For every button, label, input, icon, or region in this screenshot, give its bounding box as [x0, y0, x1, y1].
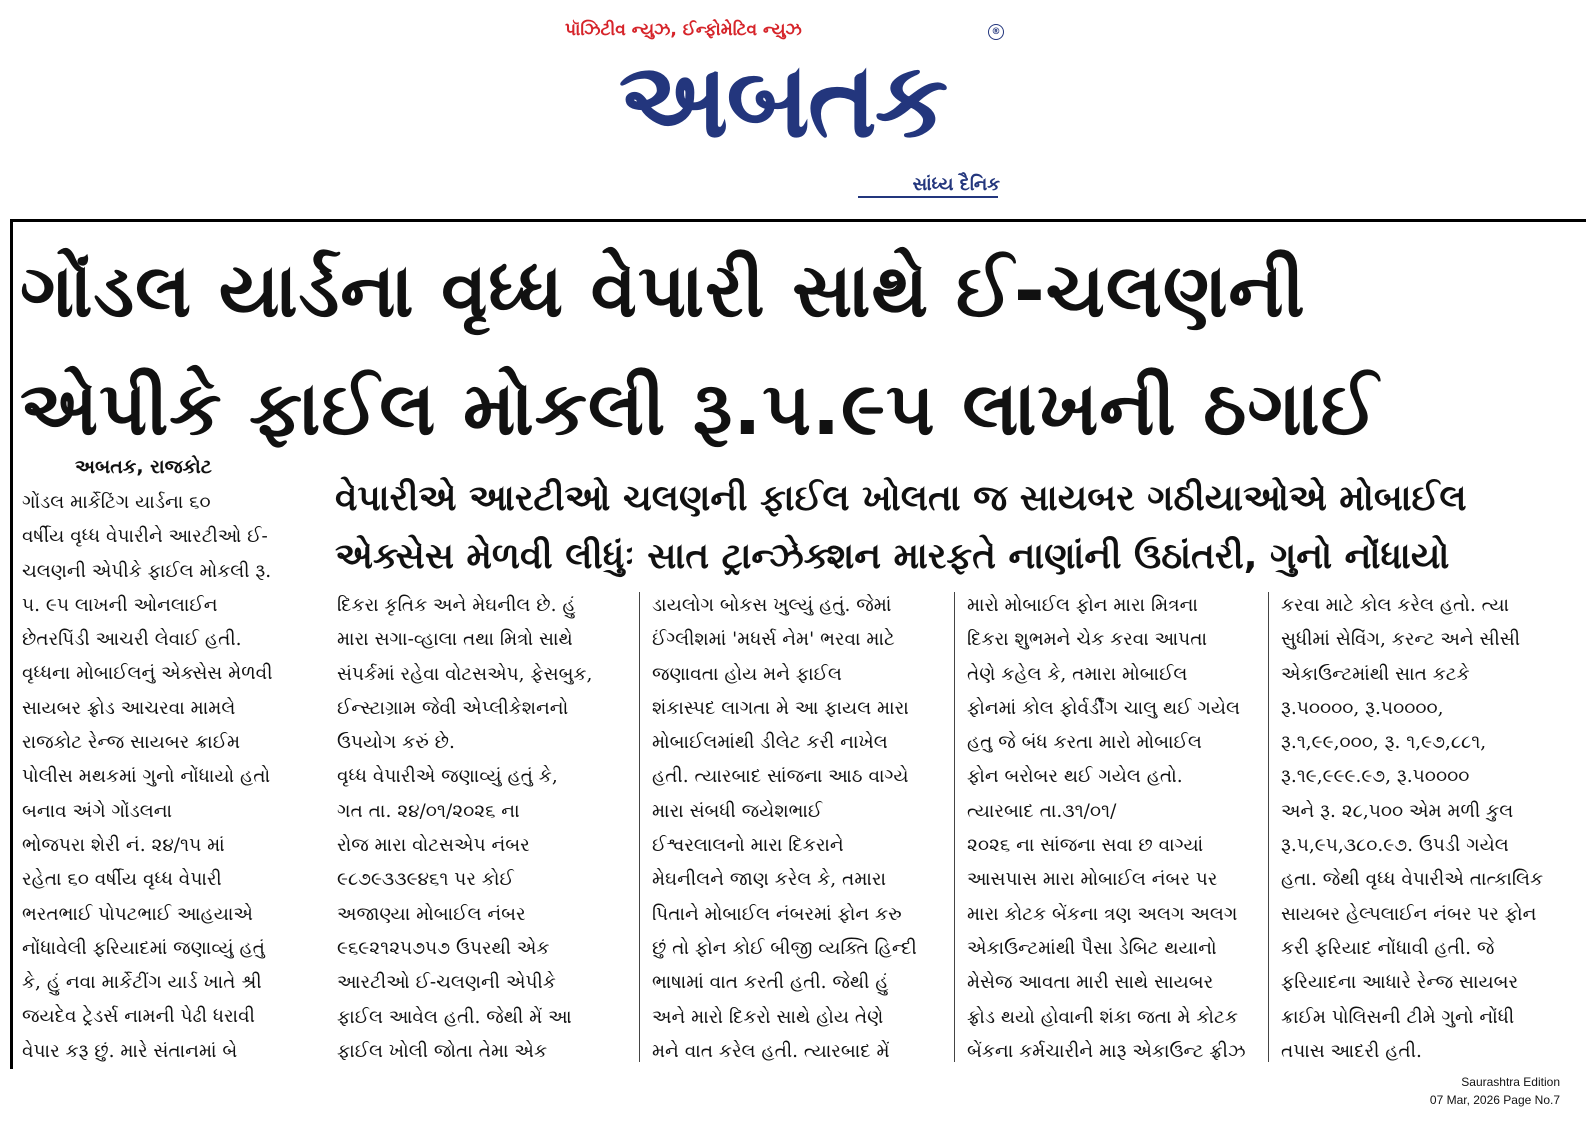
article-text-line: હતુ જે બંધ કરતા મારો મોબાઈલ: [967, 732, 1202, 754]
column-divider: [639, 592, 640, 1062]
article-text-line: વૃધ્ધ વેપારીએ જણાવ્યું હતું કે,: [337, 766, 558, 788]
article-text-line: રહેતા ૬૦ વર્ષીય વૃધ્ધ વેપારી: [22, 869, 222, 891]
article-text-line: વૃધ્ધના મોબાઈલનું એક્સેસ મેળવી: [22, 663, 273, 685]
article-text-line: ૫. ૯૫ લાખની ઓનલાઈન: [22, 594, 218, 616]
footer-edition: Saurashtra Edition: [1461, 1075, 1560, 1089]
article-headline: [20, 232, 1580, 468]
article-text-line: રાજકોટ રેન્જ સાયબર ક્રાઈમ: [22, 732, 241, 754]
page-footer: [1430, 1073, 1560, 1109]
masthead-underline: [858, 196, 998, 198]
article-text-line: વેપાર કરૂ છું. મારે સંતાનમાં બે: [22, 1040, 238, 1062]
article-text-line: આસપાસ મારા મોબાઈલ નંબર પર: [967, 869, 1218, 891]
article-text-line: ફ્રોડ થયો હોવાની શંકા જતા મે કોટક: [967, 1006, 1238, 1028]
article-text-line: અને રૂ. ૨૮,૫૦૦ એમ મળી કુલ: [1281, 800, 1514, 822]
article-text-line: ફાઈલ ખોલી જોતા તેમા એક: [337, 1040, 548, 1062]
footer-date-page: 07 Mar, 2026 Page No.7: [1429, 1093, 1560, 1107]
article-column-5: [1281, 589, 1571, 1069]
article-text-line: રૂ.૫૦૦૦૦, રૂ.૫૦૦૦૦,: [1281, 697, 1444, 719]
article-text-line: મારા કોટક બેંકના ત્રણ અલગ અલગ: [967, 903, 1238, 925]
headline-line: એપીકે ફાઈલ મોકલી રૂ.૫.૯૫ લાખની ઠગાઈ: [20, 366, 1379, 452]
article-text-line: સંપર્કમાં રહેવા વોટસએપ, ફેસબુક,: [337, 663, 593, 685]
article-text-line: હતી. ત્યારબાદ સાંજના આઠ વાગ્યે: [652, 766, 909, 788]
article-column-2: [337, 589, 627, 1069]
article-text-line: મોબાઈલમાંથી ડીલેટ કરી નાખેલ: [652, 732, 888, 754]
article-dateline: અબતક, રાજકોટ: [75, 456, 212, 478]
article-text-line: પોલીસ મથકમાં ગુનો નોંધાયો હતો: [22, 766, 271, 788]
article-text-line: એકાઉન્ટમાંથી પૈસા ડેબિટ થયાનો: [967, 937, 1217, 959]
article-text-line: ભરતભાઈ પોપટભાઈ આહયાએ: [22, 903, 253, 925]
article-text-line: શંકાસ્પદ લાગતા મે આ ફાયલ મારા: [652, 697, 909, 719]
article-text-line: સાયબર હેલ્પલાઈન નંબર પર ફોન: [1281, 903, 1537, 925]
article-text-line: ઈશ્વરલાલનો મારા દિકરાને: [652, 835, 844, 857]
article-text-line: રૂ.૧,૯૯,૦૦૦, રૂ. ૧,૯૭,૮૮૧,: [1281, 732, 1487, 754]
masthead: [0, 0, 1586, 215]
article-text-line: નોંધાવેલી ફરિયાદમાં જણાવ્યું હતું: [22, 937, 265, 959]
article-text-line: અને મારો દિકરો સાથે હોય તેણે: [652, 1006, 884, 1028]
article-text-line: મારો મોબાઈલ ફોન મારા મિત્રના: [967, 595, 1198, 616]
article-text-line: રોજ મારા વોટસએપ નંબર: [337, 835, 530, 857]
article-text-line: બેંકના કર્મચારીને મારૂ એકાઉન્ટ ફ્રીઝ: [967, 1040, 1246, 1062]
article-text-line: ફાઈલ આવેલ હતી. જેથી મેં આ: [337, 1006, 572, 1028]
article-text-line: છેતરપિંડી આચરી લેવાઈ હતી.: [22, 629, 242, 651]
article-text-line: ચલણની એપીકે ફાઈલ મોકલી રૂ.: [22, 560, 272, 582]
article-column-1: [22, 486, 312, 1069]
article-text-line: મેઘનીલને જાણ કરેલ કે, તમારા: [652, 869, 887, 891]
column-divider: [954, 592, 955, 1062]
subheadline-line: એક્સેસ મેળવી લીધુંઃ સાત ટ્રાન્ઝેક્શન મારફતે નાણાંની ઉઠાંતરી, ગુનો નોંધાયો: [335, 536, 1450, 577]
article-text-line: પિતાને મોબાઈલ નંબરમાં ફોન કરુ: [652, 903, 902, 925]
article-text-line: ૨૦૨૬ ના સાંજના સવા છ વાગ્યાં: [967, 835, 1204, 857]
article-subheadline: [335, 470, 1585, 586]
article-text-line: બનાવ અંગે ગોંડલના: [22, 800, 173, 822]
article-text-line: ૯૬૯૨૧૨૫૭૫૭ ઉપરથી એક: [337, 937, 550, 959]
article-text-line: ઈન્સ્ટાગ્રામ જેવી એપ્લીકેશનનો: [337, 697, 569, 719]
article-text-line: રૂ.૫,૯૫,૩૮૦.૯૭. ઉપડી ગયેલ: [1281, 835, 1509, 857]
masthead-tagline: પૉઝિટીવ ન્યુઝ, ઈન્ફોમેટિવ ન્યુઝ: [565, 20, 802, 40]
article-text-line: અજાણ્યા મોબાઈલ નંબર: [337, 903, 526, 925]
article-text-line: મારા સગા-વ્હાલા તથા મિત્રો સાથે: [337, 629, 573, 651]
newspaper-logo: અબતક: [618, 39, 947, 161]
article-text-line: જણાવતા હોય મને ફાઈલ: [652, 663, 842, 685]
headline-line: ગોંડલ યાર્ડના વૃધ્ધ વેપારી સાથે ઈ-ચલણની: [20, 248, 1306, 334]
registered-mark: ®: [988, 24, 1004, 40]
article-text-line: જયદેવ ટ્રેડર્સ નામની પેઢી ધરાવી: [22, 1006, 255, 1028]
column-divider: [1268, 592, 1269, 1062]
article-text-line: છું તો ફોન કોઈ બીજી વ્યક્તિ હિન્દી: [652, 937, 917, 959]
article-text-line: મેસેજ આવતા મારી સાથે સાયબર: [967, 972, 1214, 994]
article-text-line: ત્યારબાદ તા.૩૧/૦૧/: [967, 800, 1117, 822]
article-text-line: સાયબર ફ્રોડ આચરવા મામલે: [22, 697, 236, 719]
article-text-line: તેણે કહેલ કે, તમારા મોબાઈલ: [967, 663, 1188, 685]
article-frame-top: [10, 219, 1586, 222]
article-text-line: ઉપયોગ કરું છે.: [337, 732, 455, 754]
article-text-line: રૂ.૧૯,૯૯૯.૯૭, રૂ.૫૦૦૦૦: [1281, 766, 1470, 788]
article-text-line: કરવા માટે કોલ કરેલ હતો. ત્યા: [1281, 595, 1510, 616]
subheadline-line: વેપારીએ આરટીઓ ચલણની ફાઈલ ખોલતા જ સાયબર ગઠીયાઓએ મોબાઈલ: [335, 478, 1467, 519]
article-text-line: ભોજપરા શેરી નં. ૨૪/૧૫ માં: [22, 834, 225, 856]
article-text-line: ફોનમાં કોલ ફોર્વર્ડીંગ ચાલુ થઈ ગયેલ: [967, 697, 1241, 719]
article-text-line: મારા સંબધી જયેશભાઈ: [652, 800, 823, 822]
article-text-line: ભાષામાં વાત કરતી હતી. જેથી હું: [652, 972, 889, 994]
article-text-line: આરટીઓ ઈ-ચલણની એપીકે: [337, 972, 556, 994]
article-text-line: મને વાત કરેલ હતી. ત્યારબાદ મેં: [652, 1040, 890, 1062]
article-text-line: ડાયલોગ બોકસ ખુલ્યું હતું. જેમાં: [652, 595, 892, 616]
article-text-line: ગત તા. ૨૪/૦૧/૨૦૨૬ ના: [337, 800, 520, 822]
article-text-line: ક્રાઈમ પોલિસની ટીમે ગુનો નોંધી: [1281, 1006, 1515, 1028]
masthead-subtitle: સાંધ્ય દૈનિક: [912, 174, 1000, 195]
article-text-line: ગોંડલ માર્કેટિંગ યાર્ડના ૬૦: [22, 492, 211, 513]
article-text-line: કરી ફરિયાદ નોંધાવી હતી. જે: [1281, 937, 1495, 959]
article-text-line: ફરિયાદના આધારે રેન્જ સાયબર: [1281, 972, 1519, 994]
article-text-line: દિકરા શુભમને ચેક કરવા આપતા: [967, 629, 1207, 651]
article-column-3: [652, 589, 942, 1069]
article-frame-left: [10, 219, 13, 1069]
article-text-line: ફોન બરોબર થઈ ગયેલ હતો.: [967, 766, 1183, 788]
article-text-line: દિકરા કૃતિક અને મેઘનીલ છે. હું: [337, 595, 576, 616]
article-text-line: સુધીમાં સેવિંગ, કરન્ટ અને સીસી: [1281, 629, 1521, 651]
article-text-line: હતા. જેથી વૃધ્ધ વેપારીએ તાત્કાલિક: [1281, 869, 1544, 891]
article-text-line: એકાઉન્ટમાંથી સાત કટકે: [1281, 663, 1470, 685]
article-text-line: વર્ષીય વૃધ્ધ વેપારીને આરટીઓ ઈ-: [22, 526, 268, 548]
article-column-4: [967, 589, 1257, 1069]
article-text-line: તપાસ આદરી હતી.: [1281, 1040, 1422, 1062]
article-text-line: કે, હું નવા માર્કેટીંગ યાર્ડ ખાતે શ્રી: [22, 972, 262, 994]
article-text-line: ઈંગ્લીશમાં 'મધર્સ નેમ' ભરવા માટે: [652, 629, 895, 651]
article-text-line: ૯૮૭૯૩૩૯૪૬૧ પર કોઈ: [337, 869, 514, 891]
